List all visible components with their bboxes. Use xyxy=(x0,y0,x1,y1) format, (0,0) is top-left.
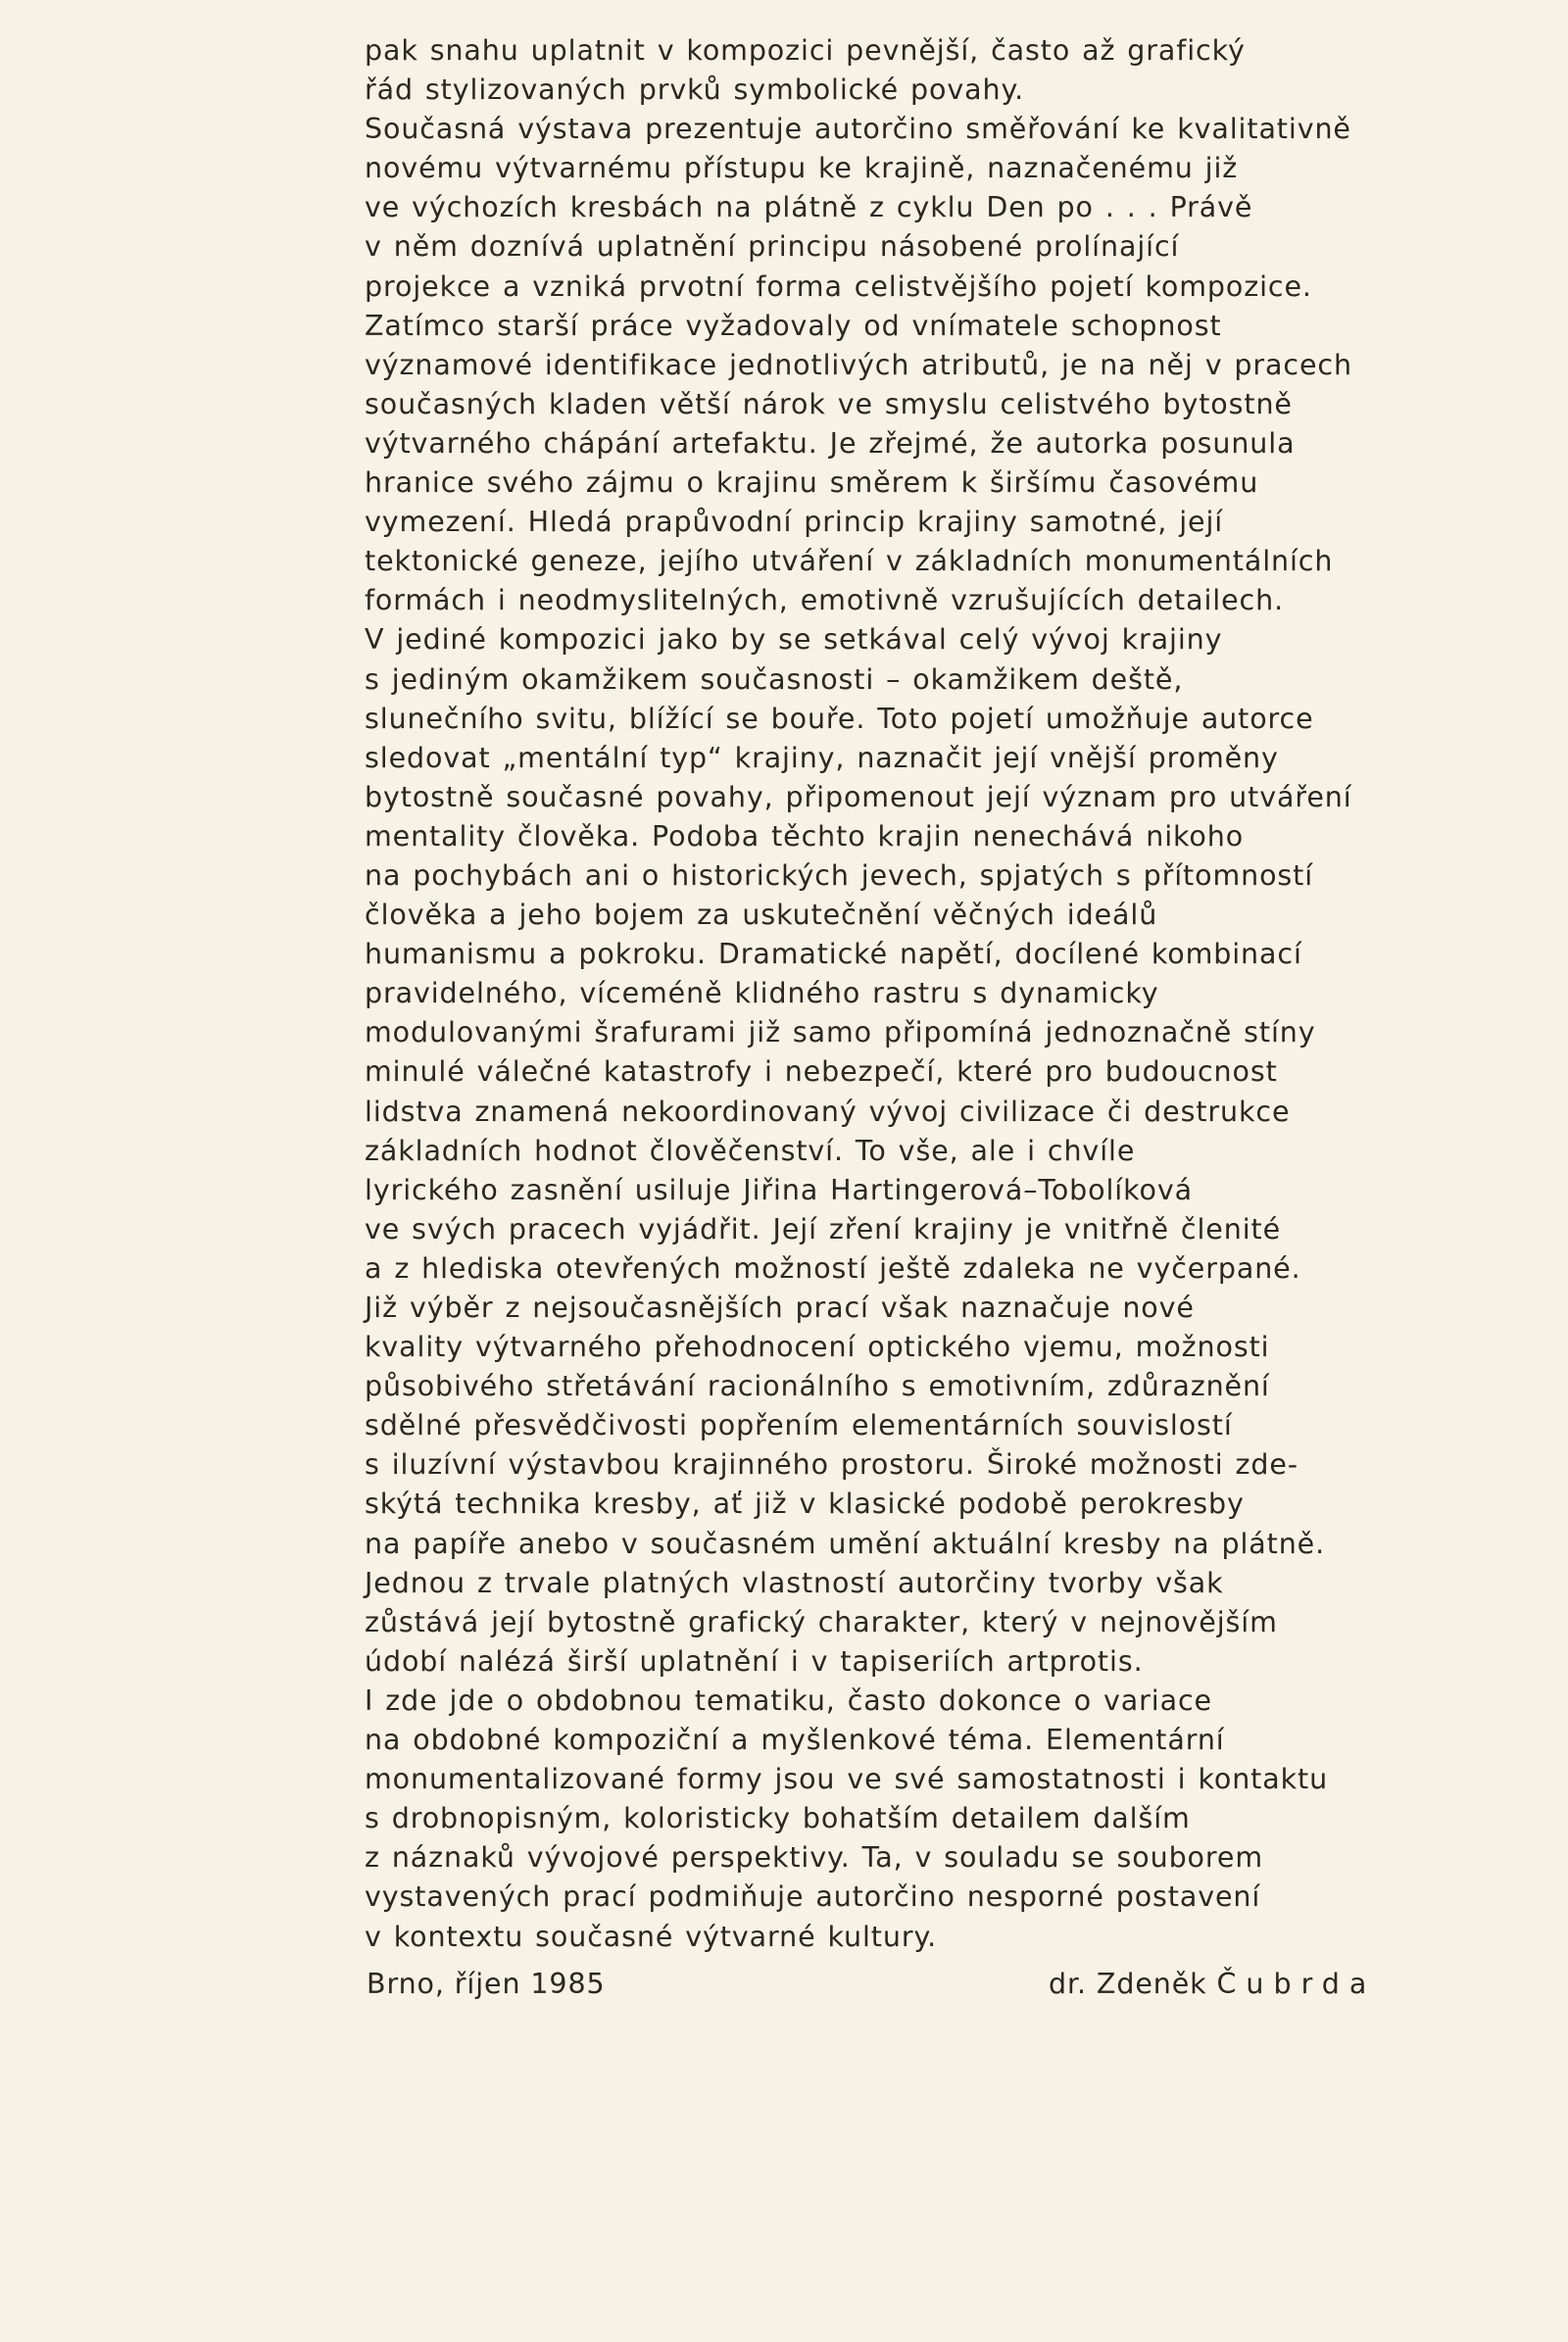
text-line: monumentalizované formy jsou ve své samostatnosti i kontaktu xyxy=(365,1763,1329,1796)
signature-footer xyxy=(0,1968,1568,2011)
text-line: hranice svého zájmu o krajinu směrem k širšímu časovému xyxy=(365,466,1259,500)
text-line: sledovat „mentální typ“ krajiny, naznačit její vnější proměny xyxy=(365,741,1279,774)
author-surname: Čubrda xyxy=(1216,1968,1377,2000)
text-line: v něm doznívá uplatnění principu násobené prolínající xyxy=(365,230,1180,264)
text-line: ve výchozích kresbách na plátně z cyklu Den po . . . Právě xyxy=(365,191,1253,224)
text-line: na pochybách ani o historických jevech, spjatých s přítomností xyxy=(365,858,1314,892)
text-line: a z hlediska otevřených možností ještě zdaleka ne vyčerpané. xyxy=(365,1251,1301,1285)
text-line: I zde jde o obdobnou tematiku, často dokonce o variace xyxy=(365,1683,1212,1717)
text-line: ve svých pracech vyjádřit. Její zření krajiny je vnitřně členité xyxy=(365,1212,1282,1245)
text-line: projekce a vzniká prvotní forma celistvějšího pojetí kompozice. xyxy=(365,269,1312,303)
text-line: vystavených prací podmiňuje autorčino nesporné postavení xyxy=(365,1880,1261,1914)
text-line: současných kladen větší nárok ve smyslu celistvého bytostně xyxy=(365,387,1293,420)
text-line: skýtá technika kresby, ať již v klasické podobě perokresby xyxy=(365,1488,1245,1521)
text-line: mentality člověka. Podoba těchto krajin nenechává nikoho xyxy=(365,819,1245,853)
text-line: novému výtvarnému přístupu ke krajině, naznačenému již xyxy=(365,152,1239,185)
text-line: s iluzívní výstavbou krajinného prostoru. Široké možnosti zde- xyxy=(365,1448,1298,1482)
text-line: zůstává její bytostně grafický charakter, který v nejnovějším xyxy=(365,1605,1278,1638)
author-signature xyxy=(1049,1968,1376,2000)
text-line: vymezení. Hledá prapůvodní princip krajiny samotné, její xyxy=(365,506,1224,539)
text-line: slunečního svitu, blížící se bouře. Toto pojetí umožňuje autorce xyxy=(365,702,1314,735)
text-line: kvality výtvarného přehodnocení optického vjemu, možnosti xyxy=(365,1331,1270,1364)
text-line: výtvarného chápání artefaktu. Je zřejmé, že autorka posunula xyxy=(365,426,1296,460)
text-line: Zatímco starší práce vyžadovaly od vnímatele schopnost xyxy=(365,309,1222,342)
text-line: V jediné kompozici jako by se setkával celý vývoj krajiny xyxy=(365,623,1223,657)
text-line: pak snahu uplatnit v kompozici pevnější, často až grafický xyxy=(365,34,1246,67)
text-line: minulé válečné katastrofy i nebezpečí, které pro budoucnost xyxy=(365,1055,1278,1089)
text-line: významové identifikace jednotlivých atributů, je na něj v pracech xyxy=(365,348,1352,381)
text-line: základních hodnot člověčenství. To vše, ale i chvíle xyxy=(365,1134,1136,1167)
author-title: dr. Zdeněk xyxy=(1049,1968,1207,2000)
place-date: Brno, říjen 1985 xyxy=(367,1968,606,2000)
text-line: na papíře anebo v současném umění aktuální kresby na plátně. xyxy=(365,1527,1326,1560)
text-line: bytostně současné povahy, připomenout její význam pro utváření xyxy=(365,780,1352,813)
text-line: sdělné přesvědčivosti popřením elementárních souvislostí xyxy=(365,1409,1233,1442)
text-line: tektonické geneze, jejího utváření v základních monumentálních xyxy=(365,545,1334,578)
text-line: s jediným okamžikem současnosti – okamžikem deště, xyxy=(365,662,1184,696)
text-line: Již výběr z nejsoučasnějších prací však naznačuje nové xyxy=(365,1292,1195,1324)
text-line: modulovanými šrafurami již samo připomíná jednoznačně stíny xyxy=(365,1016,1316,1049)
text-line: formách i neodmyslitelných, emotivně vzrušujících detailech. xyxy=(365,584,1285,617)
text-line: z náznaků vývojové perspektivy. Ta, v souladu se souborem xyxy=(365,1841,1263,1875)
text-line: řád stylizovaných prvků symbolické povahy. xyxy=(365,73,1025,107)
text-line: údobí nalézá širší uplatnění i v tapiseriích artprotis. xyxy=(365,1644,1144,1678)
text-line: humanismu a pokroku. Dramatické napětí, docílené kombinací xyxy=(365,938,1302,971)
text-line: pravidelného, víceméně klidného rastru s dynamicky xyxy=(365,977,1159,1010)
text-line: Současná výstava prezentuje autorčino směřování ke kvalitativně xyxy=(365,113,1351,146)
text-line: Jednou z trvale platných vlastností autorčiny tvorby však xyxy=(365,1566,1224,1599)
text-line: lidstva znamená nekoordinovaný vývoj civilizace či destrukce xyxy=(365,1095,1291,1128)
body-text xyxy=(365,31,1403,1957)
text-line: s drobnopisným, koloristicky bohatším detailem dalším xyxy=(365,1802,1191,1835)
text-line: člověka a jeho bojem za uskutečnění věčných ideálů xyxy=(365,899,1158,932)
text-line: v kontextu současné výtvarné kultury. xyxy=(365,1920,938,1953)
text-line: působivého střetávání racionálního s emotivním, zdůraznění xyxy=(365,1370,1270,1403)
text-line: na obdobné kompoziční a myšlenkové téma. Elementární xyxy=(365,1724,1225,1757)
text-line: lyrického zasnění usiluje Jiřina Hartingerová–Tobolíková xyxy=(365,1173,1193,1206)
